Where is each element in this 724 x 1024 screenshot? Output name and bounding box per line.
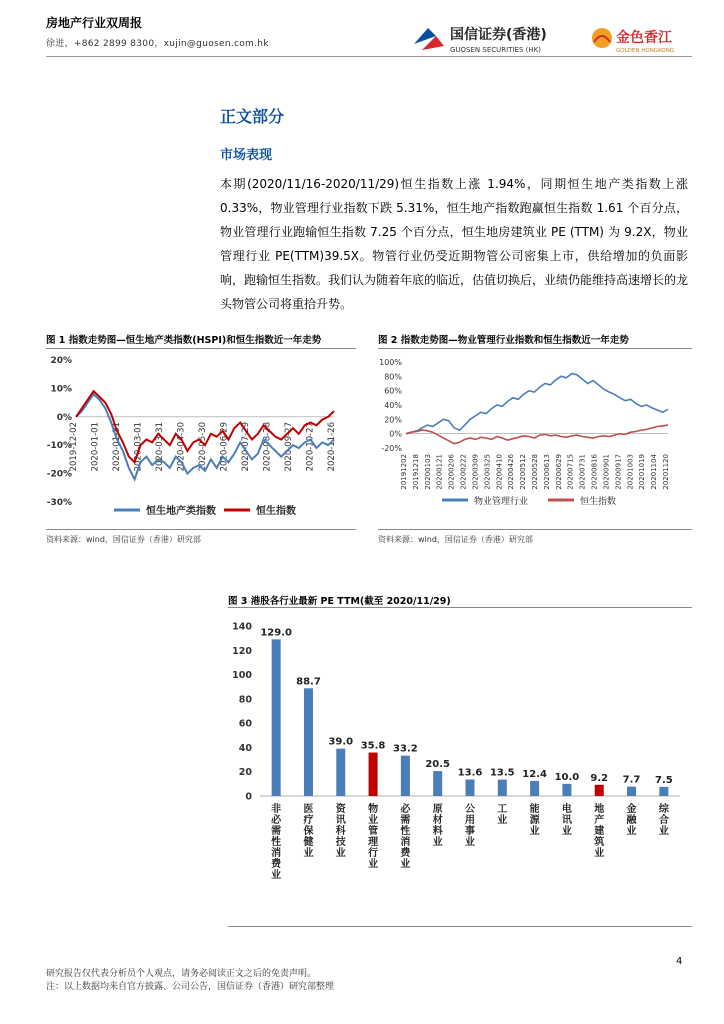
x-tick-label: 2020-03-01	[133, 422, 144, 472]
y-tick-label: -30%	[46, 498, 72, 508]
fig1-top-rule	[46, 348, 356, 349]
bar	[401, 756, 410, 796]
y-tick-label: 120	[232, 645, 252, 657]
x-tick-label: 20201104	[650, 454, 659, 490]
y-tick-label: 60	[238, 718, 252, 730]
bar	[369, 753, 378, 796]
x-tick-label: 20200121	[435, 454, 444, 490]
x-tick-label: 2020-01-01	[90, 422, 101, 472]
y-tick-label: 100	[232, 670, 252, 682]
fig2-source: 资料来源：wind，国信证券（香港）研究部	[378, 535, 533, 544]
subsection-title: 市场表现	[220, 148, 273, 163]
bar-value-label: 13.6	[457, 767, 483, 779]
fig2-bottom-rule	[378, 529, 692, 530]
y-tick-label: -20%	[381, 444, 402, 453]
x-tick-label: 2020-09-27	[284, 422, 294, 472]
x-category-label: 电讯业	[561, 804, 572, 837]
fig1-source: 资料来源：wind，国信证券（香港）研究部	[46, 535, 201, 544]
x-tick-label: 20200816	[590, 454, 599, 490]
x-category-label: 非必需性消费业	[271, 804, 282, 881]
legend-label-2: 恒生指数	[580, 497, 617, 507]
legend-label-1: 恒生地产类指数	[146, 506, 216, 517]
market-performance-paragraph: 本期(2020/11/16-2020/11/29)恒生指数上涨 1.94%，同期恒生地产类指数上涨 0.33%，物业管理行业指数下跌 5.31%，恒生地产指数跑赢恒生指数 1.61 个百分点，物业管理行业跑输恒生指数 7.25 个百分点，恒生地房建筑业 PE (TTM) 为 9.2X，物业管理行业 PE(TTM)39.5X。物管行业仍受近期物管公司密集上市，供给增加的负面影响，跑输恒生指数。我们认为随着年底的临近，估值切换后，业绩仍能维持高速增长的龙头物管公司将重拾升势。	[220, 177, 689, 311]
x-tick-label: 20200715	[566, 454, 575, 490]
legend-label-2: 恒生指数	[256, 506, 296, 517]
analyst-contact: 徐进，+862 2899 8300，xujin@guosen.com.hk	[46, 39, 269, 49]
y-tick-label: 0	[245, 791, 252, 803]
x-category-label: 工业	[497, 804, 508, 826]
x-tick-label: 2019-12-02	[69, 422, 79, 472]
x-tick-label: 20200629	[554, 454, 563, 490]
y-tick-label: 80%	[384, 372, 402, 382]
y-tick-label: -20%	[46, 469, 72, 480]
bar	[530, 781, 539, 796]
section-title: 正文部分	[220, 107, 285, 126]
x-tick-label: 2020-01-31	[112, 422, 122, 472]
x-tick-label: 20200731	[578, 454, 587, 490]
x-category-label: 综合业	[658, 804, 669, 837]
footer-disclaimer: 研究报告仅代表分析员个人观点，请务必阅读正文之后的免责声明。	[46, 969, 317, 979]
y-tick-label: 40	[238, 742, 252, 754]
x-tick-label: 20200206	[447, 454, 456, 490]
y-tick-label: 80	[238, 694, 252, 706]
x-tick-label: 2020-05-30	[198, 422, 208, 472]
fig2-chart	[378, 350, 692, 528]
golden-hongkong-cn: 金色香江	[616, 30, 672, 46]
x-category-label: 必需性消费业	[400, 804, 411, 870]
y-tick-label: 60%	[384, 386, 402, 396]
x-tick-label: 20200528	[531, 454, 539, 490]
bar-value-label: 35.8	[360, 740, 386, 752]
bar-value-label: 88.7	[296, 676, 321, 688]
x-tick-label: 20200426	[507, 454, 516, 490]
bar-value-label: 9.2	[590, 772, 609, 784]
page-number: 4	[676, 956, 683, 967]
x-tick-label: 20201019	[638, 454, 647, 490]
bar-value-label: 12.4	[522, 768, 547, 780]
fig3-chart	[228, 610, 694, 924]
y-tick-label: 20%	[50, 356, 72, 366]
bar-value-label: 13.5	[489, 767, 515, 779]
x-category-label: 能源业	[529, 804, 540, 837]
y-tick-label: 40%	[384, 401, 402, 410]
x-category-label: 地产建筑业	[594, 804, 605, 859]
series-line-2	[406, 425, 668, 444]
fig1-title: 图 1 指数走势图—恒生地产类指数(HSPI)和恒生指数近一年走势	[46, 335, 322, 346]
series-line-1	[406, 374, 668, 434]
y-tick-label: 0%	[56, 412, 72, 423]
y-tick-label: 10%	[50, 384, 72, 395]
guosen-logo	[412, 22, 582, 56]
x-tick-label: 2020-07-29	[241, 422, 251, 472]
report-title: 房地产行业双周报	[46, 16, 143, 30]
header-divider	[46, 56, 692, 57]
x-tick-label: 20200410	[495, 454, 504, 490]
y-tick-label: 20%	[384, 415, 402, 425]
x-category-label: 医疗保健业	[303, 804, 314, 859]
fig1-bottom-rule	[46, 529, 356, 530]
x-tick-label: 20200613	[542, 454, 551, 490]
fig2-title: 图 2 指数走势图—物业管理行业指数和恒生指数近一年走势	[378, 335, 629, 346]
x-tick-label: 2020-10-27	[305, 422, 316, 472]
bar-value-label: 7.5	[654, 774, 673, 786]
bar	[272, 639, 281, 796]
bar	[659, 787, 668, 796]
x-tick-label: 2020-03-31	[155, 422, 165, 472]
bar	[627, 787, 636, 796]
bar	[304, 688, 313, 796]
bar-value-label: 129.0	[260, 627, 292, 639]
legend-label-1: 物业管理行业	[474, 497, 529, 507]
x-category-label: 原材料业	[432, 804, 443, 848]
x-tick-label: 2020-11-26	[327, 422, 337, 472]
bar-value-label: 20.5	[425, 759, 451, 771]
bar	[433, 771, 442, 796]
bar	[336, 749, 345, 796]
guosen-logo-cn: 国信证券(香港)	[450, 27, 547, 43]
x-tick-label: 20201003	[626, 454, 635, 490]
bar	[595, 785, 604, 796]
bar-value-label: 7.7	[622, 774, 641, 786]
golden-hongkong-sun-icon	[592, 28, 612, 48]
x-tick-label: 20200222	[459, 454, 468, 490]
x-tick-label: 20200309	[471, 454, 480, 490]
bar-value-label: 10.0	[554, 771, 580, 783]
x-tick-label: 20200325	[483, 454, 492, 490]
x-tick-label: 20200917	[614, 454, 623, 490]
bar	[466, 779, 475, 796]
x-tick-label: 20200512	[519, 454, 528, 490]
bar	[562, 784, 571, 796]
fig1-chart	[46, 350, 358, 528]
x-category-label: 公用事业	[465, 804, 475, 848]
x-tick-label: 20200901	[602, 454, 611, 490]
y-tick-label: 20	[238, 767, 252, 779]
guosen-logo-en: GUOSEN SECURITIES (HK)	[450, 46, 541, 54]
golden-hongkong-logo	[590, 22, 700, 56]
bar-value-label: 33.2	[393, 743, 418, 755]
golden-hongkong-en: GOLDEN HONGKONG	[616, 48, 675, 54]
x-tick-label: 20191202	[400, 454, 408, 490]
x-category-label: 资讯科技业	[335, 804, 346, 859]
x-tick-label: 2020-06-29	[219, 422, 230, 472]
fig3-title: 图 3 港股各行业最新 PE TTM(截至 2020/11/29)	[228, 596, 451, 607]
bar-value-label: 39.0	[328, 736, 354, 748]
fig2-top-rule	[378, 348, 692, 349]
y-tick-label: -10%	[46, 441, 72, 452]
x-category-label: 金融业	[626, 804, 637, 837]
x-tick-label: 2020-08-28	[262, 422, 273, 472]
x-category-label: 物业管理行业	[368, 804, 379, 870]
bar	[498, 780, 507, 796]
x-tick-label: 20200103	[423, 454, 432, 490]
footer-note: 注：以上数据均来自官方披露、公司公告，国信证券（香港）研究部整理	[46, 982, 335, 992]
y-tick-label: 100%	[379, 358, 402, 367]
fig3-top-rule	[228, 607, 692, 608]
x-tick-label: 20201120	[662, 454, 670, 490]
fig3-bottom-rule	[228, 926, 692, 927]
y-tick-label: 140	[232, 621, 252, 633]
x-tick-label: 20191218	[411, 454, 420, 490]
x-tick-label: 2020-04-30	[176, 422, 187, 472]
y-tick-label: 0%	[389, 429, 402, 439]
